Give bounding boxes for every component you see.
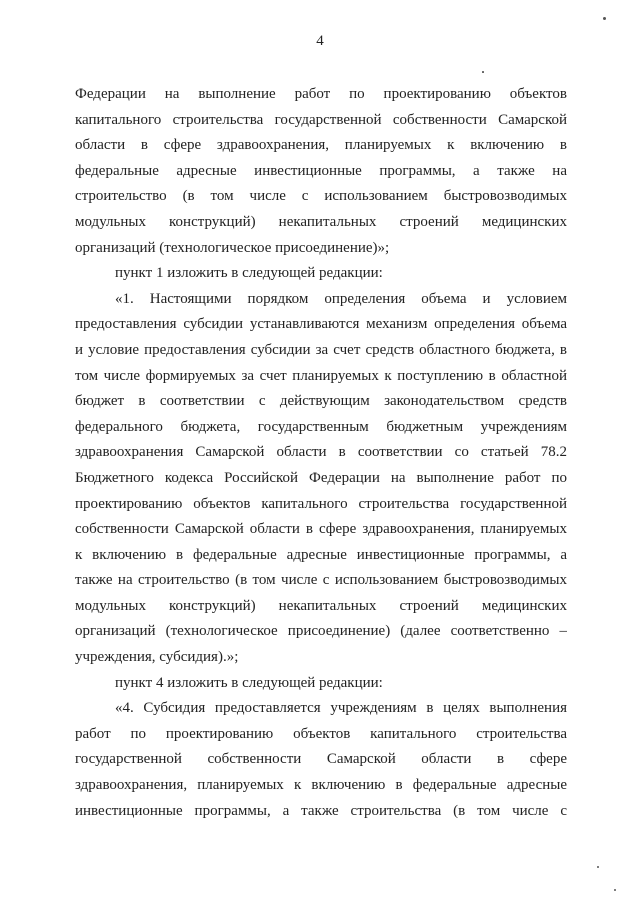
scan-speck	[614, 889, 616, 891]
text-line: и условие предоставления субсидии за счет средств областного бюджета, в	[75, 341, 567, 358]
text-line: пункт 1 изложить в следующей редакции:	[115, 265, 383, 282]
text-line: «1. Настоящими порядком определения объема и условием	[115, 290, 567, 307]
text-line: пункт 4 изложить в следующей редакции:	[115, 674, 383, 691]
text-line: федерального бюджета, государственным бюджетным учреждениям	[75, 418, 567, 435]
text-line: также на строительство (в том числе с использованием быстровозводимых	[75, 572, 567, 589]
text-line: строительство (в том числе с использованием быстровозводимых	[75, 188, 567, 205]
text-line: работ по проектированию объектов капитального строительства	[75, 725, 567, 742]
text-line: Бюджетного кодекса Российской Федерации на выполнение работ по	[75, 469, 567, 486]
text-line: инвестиционные программы, а также строительства (в том числе с	[75, 802, 567, 819]
body-text	[75, 82, 567, 824]
scan-speck	[482, 71, 484, 73]
text-line: проектированию объектов капитального строительства государственной	[75, 495, 567, 512]
scan-speck	[603, 17, 606, 20]
text-line: бюджет в соответствии с действующим законодательством средств	[75, 393, 567, 410]
text-line: модульных конструкций) некапитальных строений медицинских	[75, 597, 567, 614]
text-line: организаций (технологическое присоединение)»;	[75, 239, 390, 256]
text-line: Федерации на выполнение работ по проектированию объектов	[75, 86, 567, 102]
text-line: предоставления субсидии устанавливаются механизм определения объема	[75, 316, 567, 333]
page-number: 4	[316, 33, 324, 49]
text-line: здравоохранения Самарской области в соответствии со статьей 78.2	[75, 444, 567, 461]
text-line: здравоохранения, планируемых к включению в федеральные адресные	[75, 777, 567, 794]
scan-speck	[597, 866, 599, 868]
text-line: учреждения, субсидия).»;	[75, 649, 239, 666]
text-line: к включению в федеральные адресные инвестиционные программы, а	[75, 546, 567, 563]
text-line: модульных конструкций) некапитальных строений медицинских	[75, 213, 567, 230]
text-line: организаций (технологическое присоединение) (далее соответственно –	[75, 623, 567, 640]
text-line: том числе формируемых за счет планируемых к поступлению в областной	[75, 367, 567, 384]
text-line: федеральные адресные инвестиционные программы, а также на	[75, 162, 567, 179]
text-line: «4. Субсидия предоставляется учреждениям в целях выполнения	[115, 700, 567, 717]
text-line: собственности Самарской области в сфере здравоохранения, планируемых	[75, 521, 567, 538]
text-line: государственной собственности Самарской области в сфере	[75, 751, 567, 768]
text-line: области в сфере здравоохранения, планируемых к включению в	[75, 137, 567, 154]
text-line: капитального строительства государственной собственности Самарской	[75, 111, 567, 128]
